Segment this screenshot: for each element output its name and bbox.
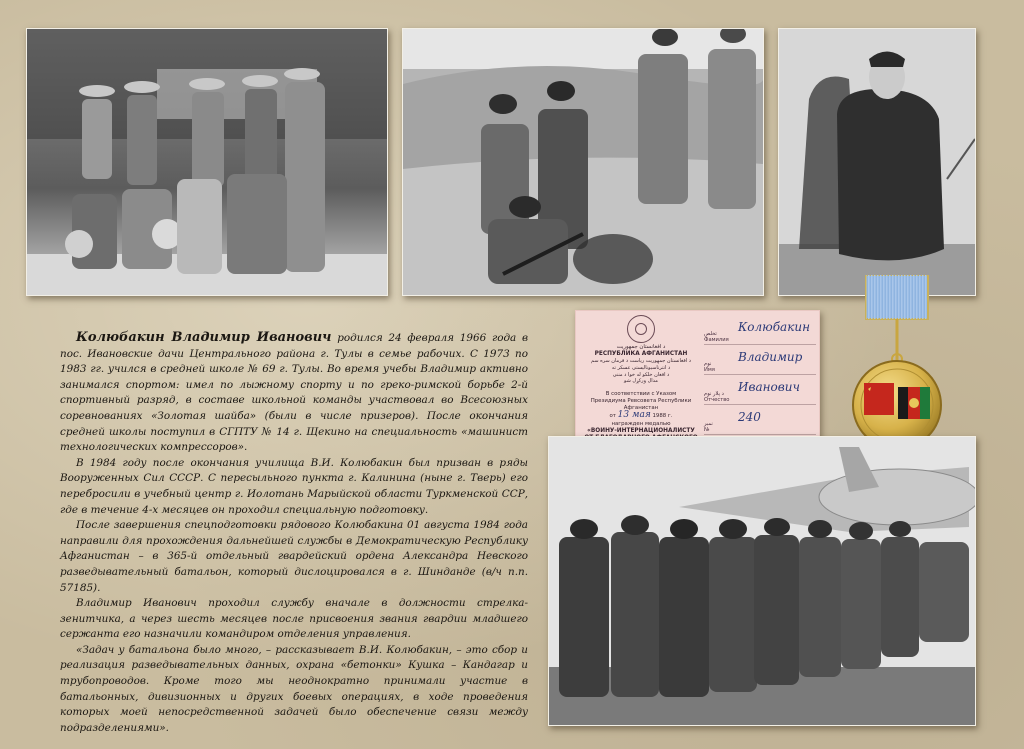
certificate-decree-date-hand: 13 мая (617, 410, 651, 421)
certificate-field-label (704, 331, 729, 343)
photo-airfield-troops (548, 436, 976, 726)
certificate-field-name (704, 347, 816, 375)
certificate-decree-year: 1988 г. (652, 413, 673, 420)
person-name: Колюбакин Владимир Иванович (76, 330, 332, 345)
label-dari: تخلص (704, 331, 717, 337)
certificate-decree-date (582, 412, 700, 420)
label-dari: نوم (704, 361, 712, 367)
certificate-field-label (704, 361, 715, 373)
biography-text (60, 330, 528, 736)
certificate-dari-line-2: د انترناسیونالیستی عسکر ته (611, 365, 671, 371)
certificate-decree-line-1: В соответствии с Указом (605, 390, 677, 397)
photo-group-soldiers (26, 28, 388, 296)
biography-paragraph-5: «Задач у батальона было много, – рассказывает В.И. Колюбакин, – это сбор и реализация разведывательных данных, охрана «бетонки» Кушка – Кандагар и трубопроводов. Кроме того мы неоднократно принимали участие в батальонных, дивизионных и других боевых операциях, в ходе проведения которых моей непосредственной задачей было обеспечение связи между подразделениями». (60, 643, 528, 734)
certificate-dari-line-3: د افغان خلکو له خوا د مننی (612, 371, 670, 378)
certificate-decree-line-2: Президиума Ревсовета Республики Афганистан (590, 397, 692, 412)
photo-soldiers-field-image (403, 29, 763, 295)
photo-soldiers-field (402, 28, 764, 296)
biography-paragraph-1 (60, 330, 528, 456)
certificate-field-surname (704, 317, 816, 345)
certificate-field-value: 240 (738, 410, 761, 424)
certificate-decree-column (582, 315, 700, 449)
certificate-decree-from: от (609, 413, 616, 420)
certificate-field-value: Иванович (738, 380, 800, 394)
photo-portrait-image (779, 29, 975, 295)
certificate-field-value: Колюбакин (738, 320, 810, 334)
certificate-republic-ru: РЕСПУБЛИКА АФГАНИСТАН (594, 351, 688, 358)
photo-group-soldiers-image (27, 29, 387, 295)
photo-airfield-troops-image (549, 437, 975, 725)
biography-paragraph-2: В 1984 году после окончания училища В.И. Колюбакин был призван в ряды Вооруженных Сил СССР. С пересыльного пункта г. Калинина (ныне г. Тверь) его переброcили в учебный центр г. Иолотань Марыйской области Туркменской ССР, где в течение 4-х месяцев он проходил специальную подготовку. (60, 456, 528, 516)
biography-paragraph-4: Владимир Иванович проходил службу вначале в должности стрелка-зенитчика, а через шесть месяцев после присвоения звания гвардии младшего сержанта его назначили командиром отделения управления. (60, 597, 528, 641)
label-ru: Имя (704, 367, 715, 373)
certificate-field-label (704, 421, 713, 433)
certificate-medal-name: «ВОИНУ-ИНТЕРНАЦИОНАЛИСТУ (587, 427, 695, 434)
medal-icon (850, 275, 944, 455)
label-ru: Фамилия (704, 337, 729, 343)
certificate-field-patronymic (704, 377, 816, 405)
certificate-dari-line-4: مدال ورکړل شو (624, 378, 658, 385)
certificate-field-label (704, 391, 729, 403)
photo-portrait (778, 28, 976, 296)
certificate-awarded: награжден медалью (611, 420, 671, 427)
biography-paragraph-1-text: родился 24 февраля 1966 года в пос. Ивановские дачи Центрального района г. Тулы в семье рабочих. С 1973 по 1983 гг. учился в средней школе № 69 г. Тулы. Во время учебы Владимир активно занимался спортом: имел по лыжному спорту и по греко-римской борьбе 2-й спортивный разряд, в составе школьной команды участвовал во Всесоюзных соревнованиях «Золотая шайба» (были в числе призеров). После окончания средней школы поступил в СГПТУ № 14 г. Щекино на специальность «машинист технологических компрессоров». (60, 332, 528, 454)
label-dari: نمبر (704, 421, 713, 427)
emblem-icon (627, 315, 655, 343)
label-ru: № (704, 427, 710, 433)
certificate-field-number (704, 407, 816, 435)
biography-paragraph-3: После завершения спецподготовки рядового Колюбакина 01 августа 1984 года направили для прохождения дальнейшей службы в Демократическую Республику Афганистан – в 365-й отдельный гвардейский ордена Александра Невского разведывательный батальон, который дислоцировался в г. Шинданде (в/ч п.п. 57185). (60, 519, 528, 594)
certificate-dari-line-1: د افغانستان جمهوریت ریاست د فرمان سره سم (591, 358, 691, 365)
label-dari: د پلار نوم (704, 391, 724, 397)
certificate-field-value: Владимир (738, 350, 803, 364)
certificate-republic-dari: د افغانستان جمهوریت (616, 344, 666, 350)
label-ru: Отчество (704, 397, 730, 403)
